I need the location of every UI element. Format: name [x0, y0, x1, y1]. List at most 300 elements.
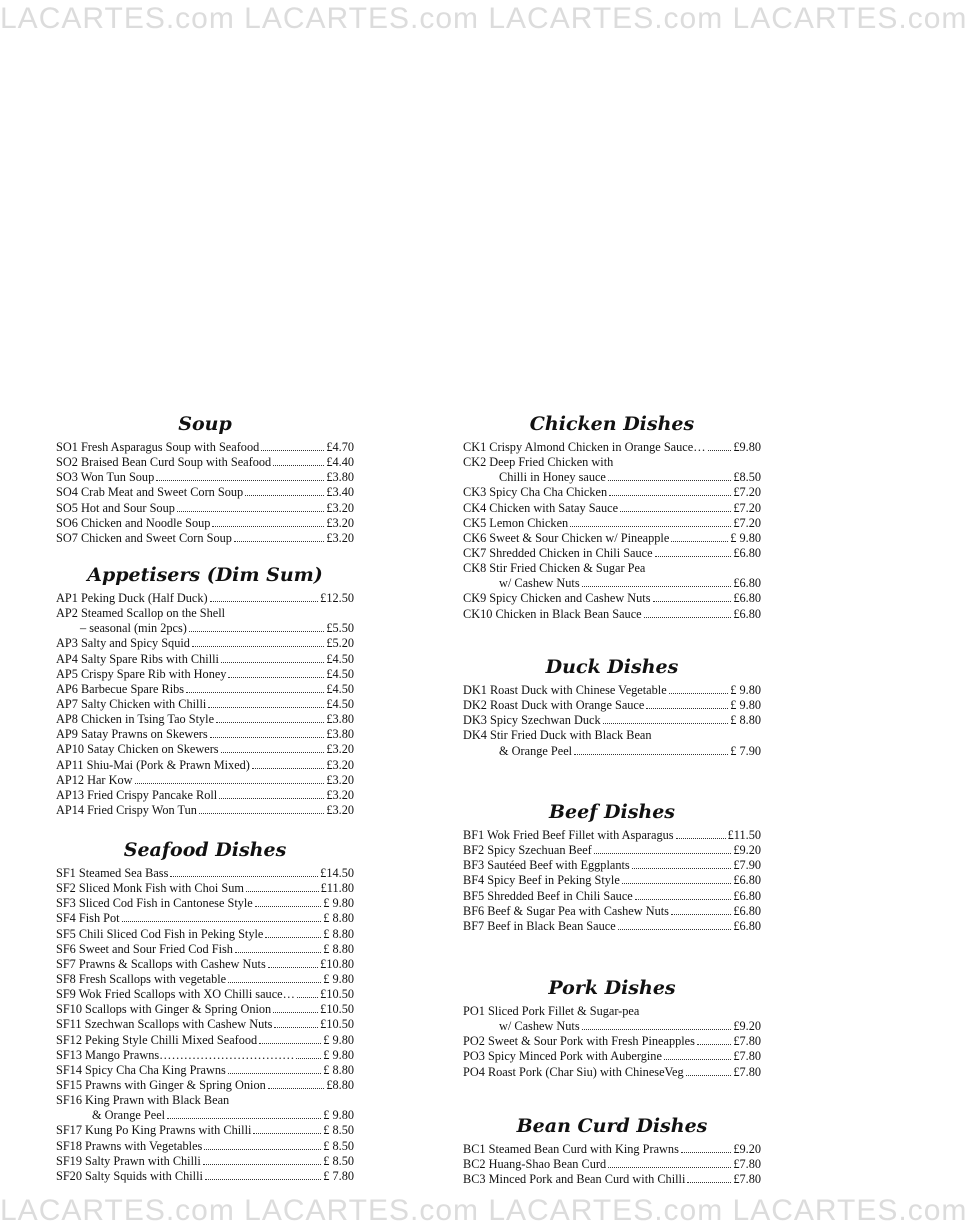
section-title-pork: Pork Dishes: [548, 977, 676, 999]
beef-section: [463, 800, 761, 934]
menu-item: [56, 758, 354, 773]
menu-item-name: SF12 Peking Style Chilli Mixed Seafood: [56, 1032, 258, 1047]
menu-item-price: £ 8.80: [323, 941, 354, 956]
seafood-section: [56, 838, 354, 1184]
menu-item-name: BC2 Huang-Shao Bean Curd: [463, 1157, 607, 1172]
dot-leader: [189, 622, 324, 632]
beancurd-list: [463, 1142, 761, 1187]
menu-item-name: SO2 Braised Bean Curd Soup with Seafood: [56, 455, 272, 470]
dot-leader: [622, 874, 732, 884]
menu-item-price: £3.20: [326, 787, 354, 802]
menu-item-name: SF16 King Prawn with Black Bean: [56, 1093, 230, 1108]
menu-item: [463, 1142, 761, 1157]
menu-item-name: AP8 Chicken in Tsing Tao Style: [56, 712, 215, 727]
menu-item-name: BF7 Beef in Black Bean Sauce: [463, 918, 616, 933]
menu-item-price: £3.20: [326, 772, 354, 787]
menu-item-name: & Orange Peel: [92, 1108, 166, 1123]
chicken-section: [463, 412, 761, 622]
menu-item: [56, 1033, 354, 1048]
dot-leader: [296, 1049, 321, 1059]
menu-item-price: £3.40: [326, 485, 354, 500]
menu-item-price: £6.80: [733, 545, 761, 560]
dot-leader: [608, 471, 731, 481]
menu-item: [463, 889, 761, 904]
dot-leader: [582, 1020, 732, 1030]
dot-leader: [671, 532, 728, 542]
menu-item-price: £6.80: [733, 888, 761, 903]
menu-item-price: £ 9.80: [323, 971, 354, 986]
menu-item: [56, 896, 354, 911]
menu-item-price: £ 8.50: [323, 1153, 354, 1168]
menu-item-name: SF5 Chili Sliced Cod Fish in Peking Style: [56, 926, 264, 941]
dot-leader: [574, 745, 728, 755]
dot-leader: [212, 517, 324, 527]
menu-item-price: £6.80: [733, 873, 761, 888]
menu-item-name: DK4 Stir Fried Duck with Black Bean: [463, 728, 652, 743]
menu-item-price: £ 8.50: [323, 1123, 354, 1138]
menu-item-name: AP4 Salty Spare Ribs with Chilli: [56, 651, 219, 666]
pork-section: [463, 976, 761, 1080]
menu-item-name: SO1 Fresh Asparagus Soup with Seafood: [56, 440, 260, 454]
dot-leader: [676, 829, 726, 839]
menu-item-name: SF7 Prawns & Scallops with Cashew Nuts: [56, 956, 266, 971]
dot-leader: [216, 713, 324, 723]
menu-item-price: £7.20: [733, 500, 761, 515]
menu-item-price: £9.20: [733, 1142, 761, 1156]
menu-item-price: £11.50: [727, 828, 761, 842]
dot-leader: [632, 859, 732, 869]
menu-item: [463, 1157, 761, 1172]
menu-item-name: SF17 Kung Po King Prawns with Chilli: [56, 1123, 252, 1138]
dot-leader: [646, 699, 728, 709]
beancurd-section: [463, 1114, 761, 1187]
menu-item-price: £3.80: [326, 727, 354, 742]
menu-item-name: AP7 Salty Chicken with Chilli: [56, 696, 207, 711]
menu-item-price: £3.80: [326, 712, 354, 727]
menu-item-name: AP9 Satay Prawns on Skewers: [56, 727, 208, 742]
dot-leader: [603, 714, 729, 724]
dot-leader: [268, 958, 318, 968]
menu-item-price: £7.80: [733, 1157, 761, 1172]
dot-leader: [686, 1066, 732, 1076]
menu-item: [463, 1019, 761, 1034]
menu-item-price: £6.80: [733, 903, 761, 918]
dot-leader: [210, 728, 325, 738]
menu-item-price: £4.70: [326, 440, 354, 454]
menu-item: [463, 561, 761, 576]
menu-item: [463, 843, 761, 858]
soup-section: [56, 412, 354, 546]
menu-item-price: £ 8.80: [323, 1062, 354, 1077]
dot-leader: [261, 441, 324, 451]
menu-item-price: £6.80: [733, 918, 761, 933]
menu-item-name: AP13 Fried Crispy Pancake Roll: [56, 787, 218, 802]
menu-item: [56, 773, 354, 788]
menu-item-price: £ 9.80: [323, 896, 354, 911]
menu-item: [56, 742, 354, 757]
dot-leader: [655, 547, 732, 557]
menu-item-price: £4.50: [326, 666, 354, 681]
menu-item: [56, 881, 354, 896]
menu-item: [463, 683, 761, 698]
section-title-chicken: Chicken Dishes: [529, 413, 695, 435]
menu-item: [56, 972, 354, 987]
section-title-appetisers: Appetisers (Dim Sum): [87, 564, 323, 586]
dot-leader: [255, 897, 321, 907]
dot-leader: [205, 1170, 321, 1180]
menu-item-name: & Orange Peel: [499, 743, 573, 758]
menu-item: [56, 606, 354, 621]
menu-item-name: PO4 Roast Pork (Char Siu) with ChineseVeg: [463, 1064, 684, 1079]
menu-item: [56, 1108, 354, 1123]
menu-item-name: SF14 Spicy Cha Cha King Prawns: [56, 1062, 226, 1077]
menu-item-name: SF10 Scallops with Ginger & Spring Onion: [56, 1002, 272, 1017]
dot-leader: [635, 890, 732, 900]
beef-list: [463, 828, 761, 934]
menu-item-name: BF1 Wok Fried Beef Fillet with Asparagus: [463, 828, 674, 842]
dot-leader: [252, 759, 324, 769]
menu-item: [56, 1078, 354, 1093]
menu-item: [56, 516, 354, 531]
dot-leader: [170, 867, 318, 877]
menu-item: [56, 942, 354, 957]
menu-item: [463, 501, 761, 516]
menu-item-price: £10.50: [320, 1017, 354, 1032]
menu-item-name: CK9 Spicy Chicken and Cashew Nuts: [463, 591, 651, 606]
dot-leader: [246, 882, 319, 892]
menu-item-name: DK3 Spicy Szechwan Duck: [463, 713, 601, 728]
menu-item-name: CK8 Stir Fried Chicken & Sugar Pea: [463, 561, 646, 576]
menu-item: [463, 591, 761, 606]
dot-leader: [228, 668, 324, 678]
menu-item: [56, 927, 354, 942]
menu-item-price: £11.80: [320, 881, 354, 896]
dot-leader: [708, 441, 732, 451]
appetisers-list: [56, 591, 354, 818]
menu-item-name: w/ Cashew Nuts: [499, 576, 580, 591]
menu-item: [56, 667, 354, 682]
menu-item-price: £8.50: [733, 470, 761, 485]
menu-item: [56, 712, 354, 727]
menu-item-name: SF20 Salty Squids with Chilli: [56, 1168, 203, 1183]
dot-leader: [653, 592, 732, 602]
menu-item: [463, 873, 761, 888]
dot-leader: [265, 928, 321, 938]
menu-item-name: AP12 Har Kow: [56, 772, 133, 787]
menu-item-price: £ 9.80: [730, 683, 761, 697]
dot-leader: [156, 471, 324, 481]
menu-item-name: Chilli in Honey sauce: [499, 470, 606, 485]
duck-list: [463, 683, 761, 759]
menu-item: [56, 440, 354, 455]
menu-item-price: £3.20: [326, 530, 354, 545]
menu-item-name: BF6 Beef & Sugar Pea with Cashew Nuts: [463, 903, 669, 918]
menu-item-price: £4.40: [326, 455, 354, 470]
dot-leader: [297, 988, 318, 998]
menu-item-name: CK10 Chicken in Black Bean Sauce: [463, 606, 642, 621]
menu-item-name: AP6 Barbecue Spare Ribs: [56, 681, 185, 696]
section-title-seafood: Seafood Dishes: [123, 839, 287, 861]
menu-item: [56, 1063, 354, 1078]
menu-item: [463, 1034, 761, 1049]
dot-leader: [620, 502, 731, 512]
menu-item-name: BF2 Spicy Szechuan Beef: [463, 843, 592, 858]
menu-item-price: £9.80: [733, 440, 761, 454]
menu-item-name: SF13 Mango Prawns……………………………: [56, 1047, 295, 1062]
dot-leader: [210, 592, 319, 602]
menu-item-name: BF5 Shredded Beef in Chili Sauce: [463, 888, 633, 903]
menu-item-price: £3.20: [326, 515, 354, 530]
dot-leader: [697, 1035, 731, 1045]
menu-item-price: £3.20: [326, 500, 354, 515]
menu-item-price: £5.50: [326, 621, 354, 636]
dot-leader: [681, 1143, 731, 1153]
menu-item: [463, 546, 761, 561]
dot-leader: [259, 1034, 321, 1044]
dot-leader: [204, 1140, 321, 1150]
menu-item: [56, 1123, 354, 1138]
pork-list: [463, 1004, 761, 1080]
section-title-beef: Beef Dishes: [548, 801, 675, 823]
watermark-top: LACARTES.com LACARTES.com LACARTES.com LACARTES.com: [0, 2, 967, 35]
menu-item-price: £9.20: [733, 1019, 761, 1034]
menu-item: [56, 636, 354, 651]
menu-item: [463, 713, 761, 728]
menu-item-price: £3.20: [326, 802, 354, 817]
appetisers-section: [56, 563, 354, 818]
menu-item-name: SF18 Prawns with Vegetables: [56, 1138, 203, 1153]
menu-item: [56, 1154, 354, 1169]
menu-item: [463, 904, 761, 919]
menu-item: [463, 858, 761, 873]
menu-item-price: £14.50: [320, 866, 354, 880]
menu-item-price: £7.20: [733, 485, 761, 500]
menu-item-price: £10.50: [320, 1002, 354, 1017]
menu-item-name: SF8 Fresh Scallops with vegetable: [56, 971, 227, 986]
dot-leader: [594, 844, 732, 854]
menu-item: [463, 531, 761, 546]
menu-item-name: SO6 Chicken and Noodle Soup: [56, 515, 211, 530]
dot-leader: [186, 683, 324, 693]
menu-item: [56, 531, 354, 546]
menu-item-price: £4.50: [326, 681, 354, 696]
menu-item-price: £12.50: [320, 591, 354, 605]
menu-item: [463, 1049, 761, 1064]
menu-item: [463, 1172, 761, 1187]
menu-item: [463, 455, 761, 470]
menu-item-price: £ 9.80: [323, 1047, 354, 1062]
dot-leader: [192, 637, 324, 647]
dot-leader: [618, 920, 732, 930]
menu-item: [56, 1017, 354, 1032]
menu-item-name: CK5 Lemon Chicken: [463, 515, 569, 530]
menu-item: [463, 516, 761, 531]
dot-leader: [268, 1079, 325, 1089]
menu-item: [463, 440, 761, 455]
menu-item-name: SO5 Hot and Sour Soup: [56, 500, 175, 515]
dot-leader: [167, 1109, 321, 1119]
menu-item-price: £ 7.90: [730, 743, 761, 758]
menu-item-name: DK1 Roast Duck with Chinese Vegetable: [463, 683, 667, 697]
menu-item-price: £10.80: [320, 956, 354, 971]
menu-item-name: SO3 Won Tun Soup: [56, 470, 155, 485]
menu-item-name: BC1 Steamed Bean Curd with King Prawns: [463, 1142, 679, 1156]
menu-item-price: £4.50: [326, 651, 354, 666]
menu-item: [56, 803, 354, 818]
menu-item: [56, 501, 354, 516]
dot-leader: [228, 1064, 321, 1074]
menu-item: [463, 744, 761, 759]
menu-item: [56, 652, 354, 667]
menu-item: [56, 591, 354, 606]
menu-item-price: £ 9.80: [323, 1032, 354, 1047]
menu-item-name: BC3 Minced Pork and Bean Curd with Chilli: [463, 1172, 686, 1187]
soup-list: [56, 440, 354, 546]
menu-item-price: £7.90: [733, 858, 761, 873]
menu-item-name: CK6 Sweet & Sour Chicken w/ Pineapple: [463, 530, 670, 545]
menu-item: [56, 911, 354, 926]
dot-leader: [669, 684, 729, 694]
menu-item-name: CK1 Crispy Almond Chicken in Orange Sauce…: [463, 440, 706, 454]
menu-item-name: CK4 Chicken with Satay Sauce: [463, 500, 619, 515]
menu-item-price: £3.20: [326, 742, 354, 757]
menu-item-price: £ 9.80: [730, 698, 761, 713]
menu-item-price: £7.20: [733, 515, 761, 530]
dot-leader: [228, 973, 321, 983]
dot-leader: [219, 789, 324, 799]
section-title-duck: Duck Dishes: [545, 656, 679, 678]
menu-item-name: SF1 Steamed Sea Bass: [56, 866, 169, 880]
dot-leader: [135, 774, 325, 784]
dot-leader: [245, 486, 324, 496]
dot-leader: [221, 743, 325, 753]
menu-item: [56, 485, 354, 500]
menu-item-name: CK2 Deep Fried Chicken with: [463, 455, 614, 470]
menu-item-name: – seasonal (min 2pcs): [80, 621, 187, 636]
menu-item-price: £7.80: [733, 1049, 761, 1064]
section-title-soup: Soup: [178, 413, 232, 435]
dot-leader: [274, 1018, 318, 1028]
menu-item: [56, 727, 354, 742]
menu-item-name: SF3 Sliced Cod Fish in Cantonese Style: [56, 896, 253, 911]
menu-item-price: £4.50: [326, 696, 354, 711]
menu-item: [463, 919, 761, 934]
section-title-beancurd: Bean Curd Dishes: [516, 1115, 708, 1137]
menu-item-name: BF4 Spicy Beef in Peking Style: [463, 873, 620, 888]
menu-item: [463, 576, 761, 591]
menu-item-price: £5.20: [326, 636, 354, 651]
dot-leader: [582, 577, 732, 587]
menu-item: [56, 1093, 354, 1108]
dot-leader: [671, 905, 731, 915]
menu-item: [463, 698, 761, 713]
dot-leader: [644, 608, 732, 618]
menu-item-name: SF11 Szechwan Scallops with Cashew Nuts: [56, 1017, 273, 1032]
menu-item-name: AP3 Salty and Spicy Squid: [56, 636, 190, 651]
dot-leader: [687, 1173, 731, 1183]
dot-leader: [122, 912, 322, 922]
menu-item-price: £6.80: [733, 606, 761, 621]
duck-section: [463, 655, 761, 759]
menu-item: [56, 1002, 354, 1017]
menu-item-name: SF4 Fish Pot: [56, 911, 120, 926]
dot-leader: [208, 698, 324, 708]
dot-leader: [177, 502, 324, 512]
menu-item: [463, 607, 761, 622]
watermark-bottom: LACARTES.com LACARTES.com LACARTES.com LACARTES.com: [0, 1194, 967, 1227]
menu-item-price: £ 9.80: [730, 530, 761, 545]
menu-item-price: £6.80: [733, 591, 761, 606]
menu-item-price: £10.50: [320, 987, 354, 1002]
menu-item-name: AP2 Steamed Scallop on the Shell: [56, 606, 226, 621]
dot-leader: [203, 1155, 321, 1165]
menu-item-price: £6.80: [733, 576, 761, 591]
menu-item-price: £3.80: [326, 470, 354, 485]
menu-item-name: AP10 Satay Chicken on Skewers: [56, 742, 219, 757]
menu-item-price: £3.20: [326, 757, 354, 772]
dot-leader: [664, 1050, 731, 1060]
menu-item-name: CK3 Spicy Cha Cha Chicken: [463, 485, 608, 500]
menu-item: [463, 1065, 761, 1080]
menu-item: [56, 866, 354, 881]
menu-item-name: SF15 Prawns with Ginger & Spring Onion: [56, 1077, 266, 1092]
menu-item-name: CK7 Shredded Chicken in Chili Sauce: [463, 545, 653, 560]
seafood-list: [56, 866, 354, 1184]
menu-item-price: £ 8.80: [323, 911, 354, 926]
menu-item: [56, 697, 354, 712]
menu-item-price: £9.20: [733, 843, 761, 858]
menu-item: [56, 455, 354, 470]
menu-item: [463, 728, 761, 743]
menu-item: [56, 1169, 354, 1184]
menu-item-name: SF2 Sliced Monk Fish with Choi Sum: [56, 881, 244, 896]
menu-item-price: £ 8.80: [730, 713, 761, 728]
menu-item-name: PO1 Sliced Pork Fillet & Sugar-pea: [463, 1004, 640, 1018]
menu-item-name: AP5 Crispy Spare Rib with Honey: [56, 666, 227, 681]
menu-item-price: £7.80: [733, 1034, 761, 1049]
dot-leader: [253, 1124, 321, 1134]
dot-leader: [199, 804, 324, 814]
menu-item: [56, 1139, 354, 1154]
menu-item-name: AP11 Shiu-Mai (Pork & Prawn Mixed): [56, 757, 250, 772]
dot-leader: [273, 1003, 318, 1013]
chicken-list: [463, 440, 761, 622]
dot-leader: [235, 943, 321, 953]
menu-item-name: w/ Cashew Nuts: [499, 1019, 580, 1034]
menu-item-price: £ 7.80: [323, 1168, 354, 1183]
menu-item: [56, 621, 354, 636]
menu-item-name: BF3 Sautéed Beef with Eggplants: [463, 858, 630, 873]
menu-item: [56, 682, 354, 697]
menu-item-price: £7.80: [733, 1172, 761, 1187]
menu-item-price: £ 8.80: [323, 926, 354, 941]
menu-item: [56, 987, 354, 1002]
menu-item-name: SO4 Crab Meat and Sweet Corn Soup: [56, 485, 244, 500]
menu-item-name: PO2 Sweet & Sour Pork with Fresh Pineapples: [463, 1034, 695, 1049]
menu-item-name: SO7 Chicken and Sweet Corn Soup: [56, 530, 232, 545]
menu-item-name: AP1 Peking Duck (Half Duck): [56, 591, 208, 605]
dot-leader: [234, 532, 324, 542]
menu-item: [56, 1048, 354, 1063]
menu-item-name: SF19 Salty Prawn with Chilli: [56, 1153, 201, 1168]
menu-item-price: £ 9.80: [323, 1108, 354, 1123]
menu-item-name: SF6 Sweet and Sour Fried Cod Fish: [56, 941, 233, 956]
menu-item-price: £8.80: [326, 1077, 354, 1092]
menu-item: [463, 1004, 761, 1019]
menu-item: [56, 788, 354, 803]
menu-item-name: SF9 Wok Fried Scallops with XO Chilli sauce…: [56, 987, 295, 1002]
dot-leader: [609, 486, 731, 496]
